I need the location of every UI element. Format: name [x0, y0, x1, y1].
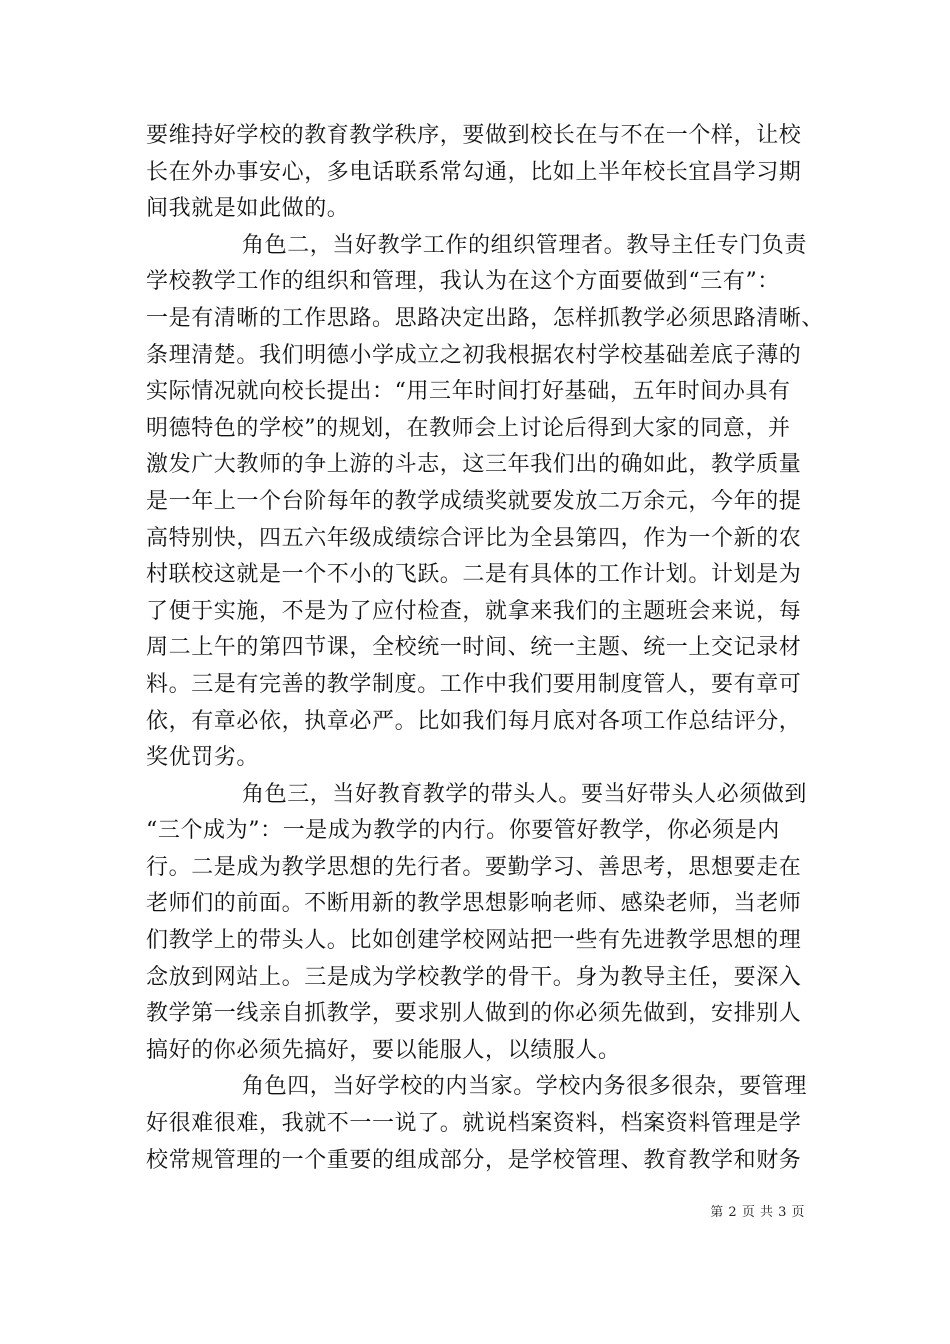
- text-line: 间我就是如此做的。: [146, 196, 350, 222]
- text-line: 条理清楚。我们明德小学成立之初我根据农村学校基础差底子薄的: [146, 342, 802, 368]
- text-line: 村联校这就是一个不小的飞跃。二是有具体的工作计划。计划是为: [146, 562, 802, 588]
- text-line: 是一年上一个台阶每年的教学成绩奖就要发放二万余元，今年的提: [146, 488, 802, 514]
- text-line: 念放到网站上。三是成为学校教学的骨干。身为教导主任，要深入: [146, 964, 802, 990]
- text-line: 奖优罚劣。: [146, 745, 260, 771]
- text-line: “三个成为”：一是成为教学的内行。你要管好教学，你必须是内: [146, 818, 780, 844]
- paragraph-start-line: 角色四，当好学校的内当家。学校内务很多很杂，要管理: [242, 1074, 808, 1100]
- text-line: 校常规管理的一个重要的组成部分，是学校管理、教育教学和财务: [146, 1147, 802, 1173]
- text-line: 要维持好学校的教育教学秩序，要做到校长在与不在一个样，让校: [146, 123, 802, 148]
- text-line: 一是有清晰的工作思路。思路决定出路，怎样抓教学必须思路清晰、: [146, 305, 825, 331]
- text-line: 好很难很难，我就不一一说了。就说档案资料，档案资料管理是学: [146, 1111, 802, 1137]
- text-line: 们教学上的带头人。比如创建学校网站把一些有先进教学思想的理: [146, 928, 802, 954]
- text-line: 实际情况就向校长提出：“用三年时间打好基础，五年时间办具有: [146, 379, 791, 405]
- page-number-footer: 第 2 页 共 3 页: [710, 1205, 805, 1220]
- paragraph-start-line: 角色二，当好教学工作的组织管理者。教导主任专门负责: [242, 232, 808, 258]
- text-line: 了便于实施，不是为了应付检查，就拿来我们的主题班会来说，每: [146, 598, 802, 624]
- text-line: 明德特色的学校”的规划，在教师会上讨论后得到大家的同意，并: [146, 415, 791, 441]
- text-line: 依，有章必依，执章必严。比如我们每月底对各项工作总结评分，: [146, 708, 802, 734]
- paragraph-start-line: 角色三，当好教育教学的带头人。要当好带头人必须做到: [242, 781, 808, 807]
- text-line: 料。三是有完善的教学制度。工作中我们要用制度管人，要有章可: [146, 671, 802, 697]
- text-line: 周二上午的第四节课，全校统一时间、统一主题、统一上交记录材: [146, 635, 802, 661]
- text-line: 老师们的前面。不断用新的教学思想影响老师、感染老师，当老师: [146, 891, 802, 917]
- text-line: 搞好的你必须先搞好，要以能服人，以绩服人。: [146, 1037, 621, 1063]
- text-line: 行。二是成为教学思想的先行者。要勤学习、善思考，思想要走在: [146, 854, 802, 880]
- text-line: 长在外办事安心，多电话联系常勾通，比如上半年校长宜昌学习期: [146, 159, 802, 185]
- text-line: 教学第一线亲自抓教学，要求别人做到的你必须先做到，安排别人: [146, 1001, 802, 1027]
- document-body: [146, 118, 825, 1179]
- text-line: 高特别快，四五六年级成绩综合评比为全县第四，作为一个新的农: [146, 525, 802, 551]
- text-line: 学校教学工作的组织和管理，我认为在这个方面要做到“三有”：: [146, 269, 780, 295]
- text-line: 激发广大教师的争上游的斗志，这三年我们出的确如此，教学质量: [146, 452, 802, 478]
